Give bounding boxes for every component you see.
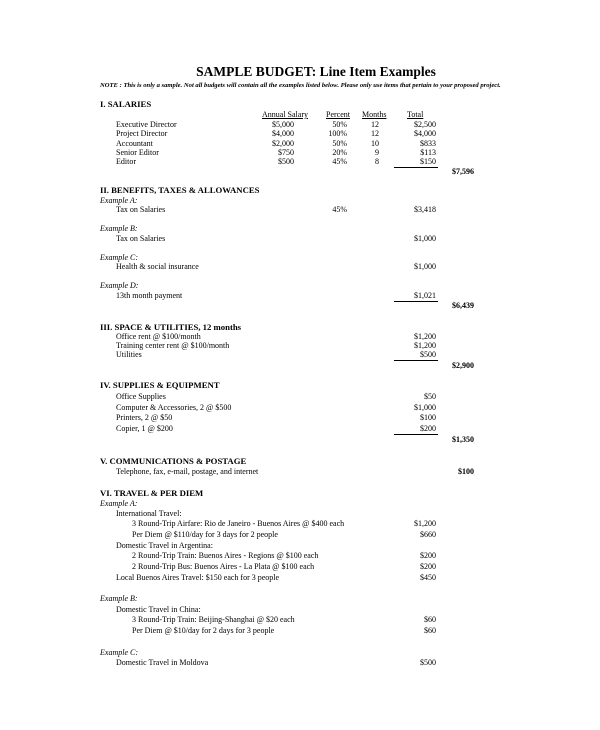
salary-row-label: Accountant xyxy=(116,139,153,148)
example-label: Example A: xyxy=(100,196,138,205)
salary-row-months: 12 xyxy=(371,129,379,138)
travel-row-total: $500 xyxy=(420,658,436,667)
example-label: Example C: xyxy=(100,253,138,262)
travel-row-total: $60 xyxy=(424,626,436,635)
salary-row-annual: $4,000 xyxy=(272,129,294,138)
benefit-item-total: $1,000 xyxy=(414,262,436,271)
salary-row-percent: 45% xyxy=(332,157,347,166)
travel-row-label: 2 Round-Trip Train: Buenos Aires - Regions @ $100 each xyxy=(132,551,319,560)
salary-row-annual: $750 xyxy=(278,148,294,157)
salary-row-percent: 20% xyxy=(332,148,347,157)
travel-heading: VI. TRAVEL & PER DIEM xyxy=(100,488,204,498)
benefit-item-label: Tax on Salaries xyxy=(116,205,166,214)
travel-group-label: Domestic Travel in China: xyxy=(116,605,201,614)
benefit-item-label: Health & social insurance xyxy=(116,262,199,271)
col-head-annual-salary: Annual Salary xyxy=(262,110,308,119)
benefit-item-total: $1,021 xyxy=(414,291,436,300)
space-row-total: $1,200 xyxy=(414,332,436,341)
salary-row-months: 10 xyxy=(371,139,379,148)
salary-row-annual: $500 xyxy=(278,157,294,166)
example-label: Example C: xyxy=(100,648,138,657)
supply-row-total: $100 xyxy=(420,413,436,422)
salary-row-total: $113 xyxy=(420,148,436,157)
travel-row-label: Per Diem @ $10/day for 2 days for 3 people xyxy=(132,626,275,635)
travel-row-total: $1,200 xyxy=(414,519,436,528)
salary-row-percent: 50% xyxy=(332,120,347,129)
example-label: Example A: xyxy=(100,499,138,508)
travel-row-label: 3 Round-Trip Airfare: Rio de Janeiro - Buenos Aires @ $400 each xyxy=(132,519,345,528)
travel-group-label: International Travel: xyxy=(116,509,182,518)
benefits-heading: II. BENEFITS, TAXES & ALLOWANCES xyxy=(100,185,260,195)
travel-row-total: $450 xyxy=(420,573,436,582)
salary-row-label: Executive Director xyxy=(116,120,177,129)
total-rule xyxy=(394,301,438,302)
benefit-item-percent: 45% xyxy=(332,205,347,214)
travel-group-label: Domestic Travel in Argentina: xyxy=(116,541,213,550)
supply-row-total: $50 xyxy=(424,392,436,401)
salaries-subtotal: $7,596 xyxy=(452,167,474,176)
supplies-heading: IV. SUPPLIES & EQUIPMENT xyxy=(100,380,220,390)
travel-row-total: $200 xyxy=(420,551,436,560)
benefits-subtotal: $6,439 xyxy=(452,301,474,310)
travel-row-label: 2 Round-Trip Bus: Buenos Aires - La Plata @ $100 each xyxy=(132,562,315,571)
supply-row-label: Office Supplies xyxy=(116,392,166,401)
col-head-months: Months xyxy=(362,110,387,119)
salary-row-months: 8 xyxy=(375,157,379,166)
example-label: Example D: xyxy=(100,281,139,290)
travel-row-label: Per Diem @ $110/day for 3 days for 2 people xyxy=(132,530,278,539)
space-subtotal: $2,900 xyxy=(452,361,474,370)
salary-row-months: 9 xyxy=(375,148,379,157)
salary-row-total: $2,500 xyxy=(414,120,436,129)
salaries-heading: I. SALARIES xyxy=(100,99,152,109)
space-row-label: Training center rent @ $100/month xyxy=(116,341,230,350)
document-note: NOTE : This is only a sample. Not all budgets will contain all the examples listed below. Please only use items that pertain to your proposed project. xyxy=(100,82,501,89)
travel-row-label: 3 Round-Trip Train: Beijing-Shanghai @ $20 each xyxy=(132,615,295,624)
benefit-item-label: Tax on Salaries xyxy=(116,234,166,243)
space-row-total: $1,200 xyxy=(414,341,436,350)
supply-row-total: $1,000 xyxy=(414,403,436,412)
total-rule xyxy=(394,360,438,361)
salary-row-label: Editor xyxy=(116,157,136,166)
supply-row-label: Computer & Accessories, 2 @ $500 xyxy=(116,403,232,412)
travel-row-total: $60 xyxy=(424,615,436,624)
salary-row-months: 12 xyxy=(371,120,379,129)
benefit-item-label: 13th month payment xyxy=(116,291,183,300)
benefit-item-total: $3,418 xyxy=(414,205,436,214)
salary-row-total: $833 xyxy=(420,139,436,148)
supply-row-total: $200 xyxy=(420,424,436,433)
salary-row-label: Senior Editor xyxy=(116,148,159,157)
travel-row-label: Domestic Travel in Moldova xyxy=(116,658,209,667)
supplies-subtotal: $1,350 xyxy=(452,435,474,444)
space-row-total: $500 xyxy=(420,350,436,359)
example-label: Example B: xyxy=(100,594,138,603)
travel-row-label: Local Buenos Aires Travel: $150 each for 3 people xyxy=(116,573,280,582)
space-row-label: Office rent @ $100/month xyxy=(116,332,201,341)
supply-row-label: Printers, 2 @ $50 xyxy=(116,413,173,422)
communications-heading: V. COMMUNICATIONS & POSTAGE xyxy=(100,456,247,466)
salary-row-percent: 100% xyxy=(328,129,347,138)
col-head-percent: Percent xyxy=(326,110,350,119)
col-head-total: Total xyxy=(407,110,424,119)
travel-row-total: $200 xyxy=(420,562,436,571)
salary-row-total: $4,000 xyxy=(414,129,436,138)
space-row-label: Utilities xyxy=(116,350,142,359)
salary-row-label: Project Director xyxy=(116,129,168,138)
communications-item-label: Telephone, fax, e-mail, postage, and internet xyxy=(116,467,259,476)
salary-row-annual: $5,000 xyxy=(272,120,294,129)
salary-row-annual: $2,000 xyxy=(272,139,294,148)
total-rule xyxy=(394,434,438,435)
document-title: SAMPLE BUDGET: Line Item Examples xyxy=(196,64,436,79)
benefit-item-total: $1,000 xyxy=(414,234,436,243)
salary-row-total: $150 xyxy=(420,157,436,166)
supply-row-label: Copier, 1 @ $200 xyxy=(116,424,173,433)
total-rule xyxy=(394,167,438,168)
travel-row-total: $660 xyxy=(420,530,436,539)
communications-subtotal: $100 xyxy=(458,467,474,476)
salary-row-percent: 50% xyxy=(332,139,347,148)
example-label: Example B: xyxy=(100,224,138,233)
space-heading: III. SPACE & UTILITIES, 12 months xyxy=(100,322,242,332)
